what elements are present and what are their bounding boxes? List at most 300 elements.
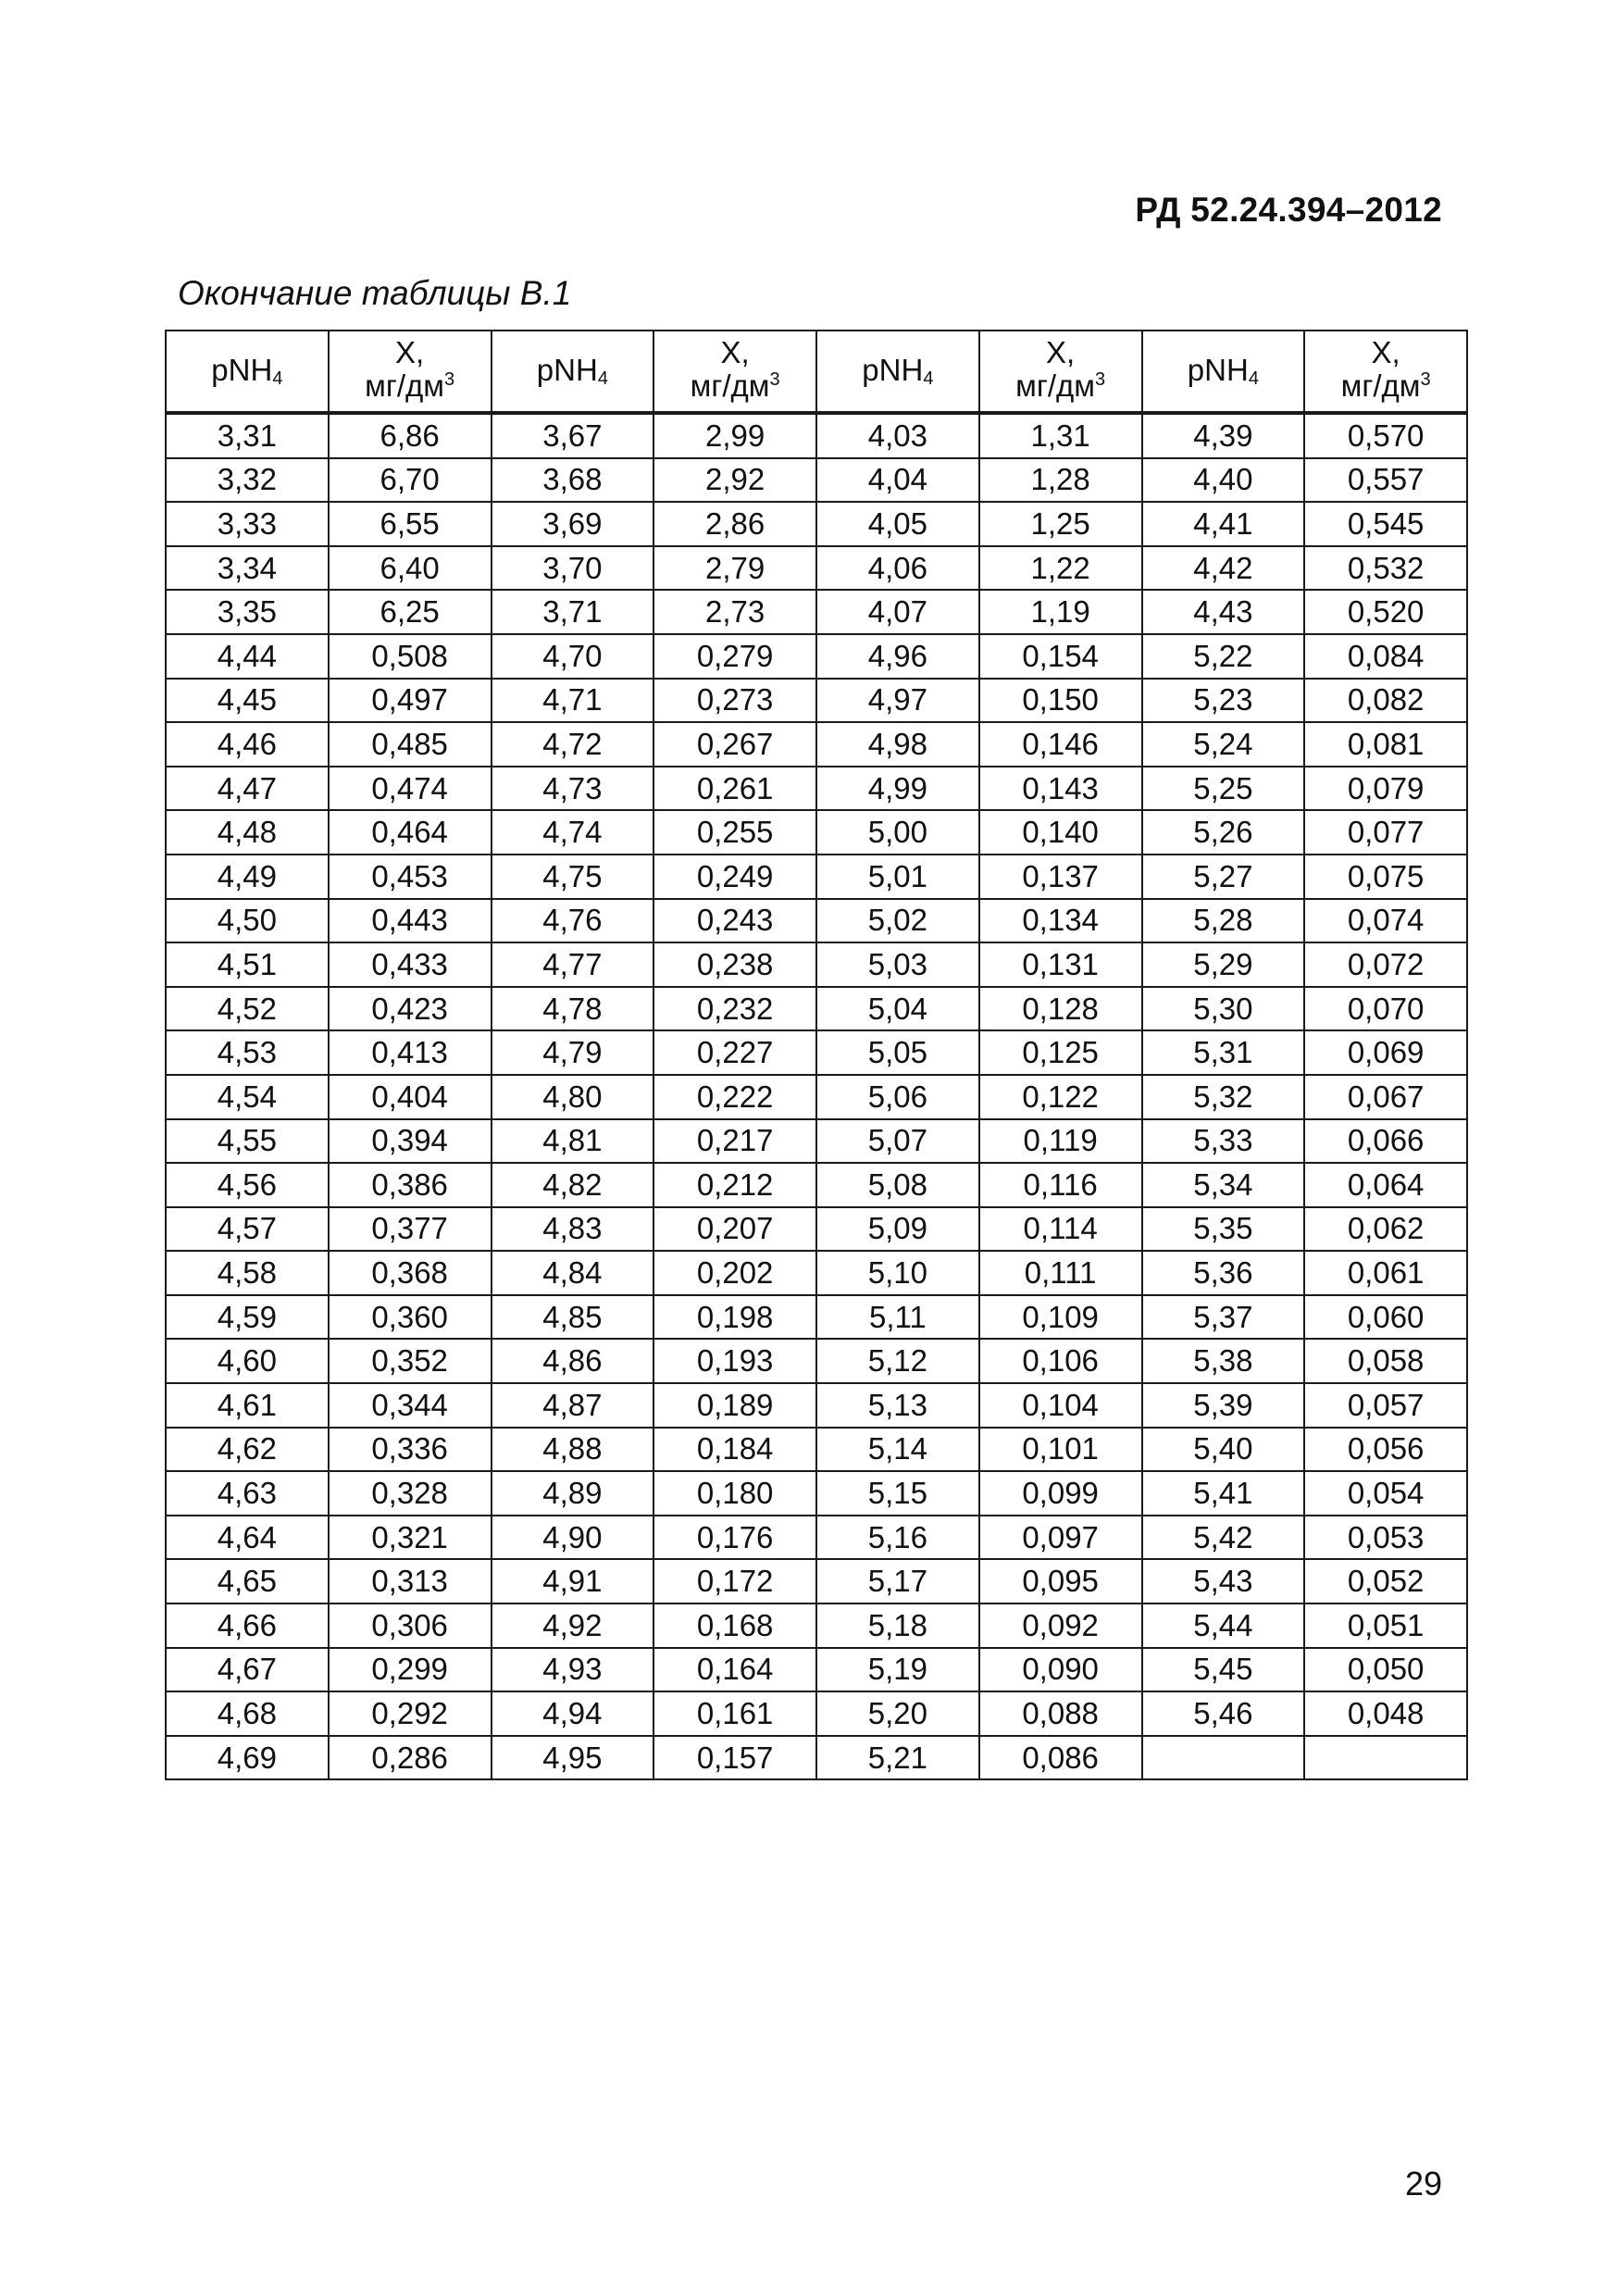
page-number: 29 (1404, 2165, 1442, 2202)
concentration-cell: 0,084 (1304, 634, 1467, 679)
concentration-cell: 1,31 (979, 413, 1142, 458)
concentration-cell: 0,172 (653, 1559, 816, 1603)
concentration-cell: 0,352 (329, 1339, 492, 1383)
pnh4-cell: 5,00 (816, 810, 979, 855)
pnh4-cell: 5,40 (1142, 1428, 1305, 1472)
concentration-cell: 0,386 (329, 1163, 492, 1207)
pnh4-cell: 4,52 (166, 987, 329, 1031)
table-row (166, 590, 1467, 634)
concentration-cell: 0,131 (979, 942, 1142, 987)
concentration-cell: 0,088 (979, 1691, 1142, 1736)
concentration-cell: 1,19 (979, 590, 1142, 634)
pnh4-cell: 4,73 (492, 767, 654, 811)
header-base-text: pNH (862, 352, 924, 387)
pnh4-cell: 4,83 (492, 1207, 654, 1252)
concentration-cell: 0,168 (653, 1603, 816, 1648)
pnh4-cell: 5,06 (816, 1075, 979, 1119)
concentration-cell: 0,060 (1304, 1295, 1467, 1340)
pnh4-cell: 4,71 (492, 679, 654, 723)
pnh4-cell: 4,80 (492, 1075, 654, 1119)
table-row (166, 1691, 1467, 1736)
pnh4-cell: 5,25 (1142, 767, 1305, 811)
pnh4-cell: 5,26 (1142, 810, 1305, 855)
table-row (166, 1471, 1467, 1516)
pnh4-cell: 4,49 (166, 855, 329, 899)
pnh4-cell: 4,63 (166, 1471, 329, 1516)
pnh4-cell: 4,53 (166, 1030, 329, 1075)
pnh4-cell: 4,94 (492, 1691, 654, 1736)
pnh4-cell: 5,20 (816, 1691, 979, 1736)
pnh4-cell: 5,38 (1142, 1339, 1305, 1383)
pnh4-cell: 4,69 (166, 1736, 329, 1780)
pnh4-cell: 4,60 (166, 1339, 329, 1383)
concentration-cell: 2,92 (653, 458, 816, 503)
concentration-cell: 0,164 (653, 1648, 816, 1692)
table-row (166, 942, 1467, 987)
pnh4-cell: 5,05 (816, 1030, 979, 1075)
concentration-cell: 0,106 (979, 1339, 1142, 1383)
pnh4-cell: 4,93 (492, 1648, 654, 1692)
concentration-cell: 0,122 (979, 1075, 1142, 1119)
table-header (166, 331, 1467, 413)
concentration-cell: 1,25 (979, 502, 1142, 546)
pnh4-cell: 3,68 (492, 458, 654, 503)
pnh4-cell: 5,10 (816, 1251, 979, 1295)
concentration-cell: 0,321 (329, 1516, 492, 1560)
header-subscript: 4 (597, 368, 608, 389)
concentration-cell: 0,056 (1304, 1428, 1467, 1472)
header-unit-text: мг/дм (690, 368, 770, 403)
concentration-cell: 0,207 (653, 1207, 816, 1252)
concentration-cell: 0,116 (979, 1163, 1142, 1207)
pnh4-cell: 5,01 (816, 855, 979, 899)
table-row (166, 1075, 1467, 1119)
pnh4-cell: 3,31 (166, 413, 329, 458)
header-subscript: 4 (272, 368, 283, 389)
table-row (166, 634, 1467, 679)
pnh4-cell: 4,77 (492, 942, 654, 987)
pnh4-cell: 5,45 (1142, 1648, 1305, 1692)
pnh4-cell: 3,69 (492, 502, 654, 546)
concentration-cell: 0,306 (329, 1603, 492, 1648)
column-header-concentration (329, 331, 492, 413)
table-caption: Окончание таблицы В.1 (178, 274, 572, 312)
concentration-cell: 0,423 (329, 987, 492, 1031)
concentration-cell: 0,143 (979, 767, 1142, 811)
header-line-1: X, (720, 334, 750, 369)
concentration-cell: 0,140 (979, 810, 1142, 855)
table-row (166, 458, 1467, 503)
concentration-cell: 0,336 (329, 1428, 492, 1472)
concentration-cell: 0,176 (653, 1516, 816, 1560)
pnh4-cell: 5,08 (816, 1163, 979, 1207)
header-line-2 (330, 369, 491, 407)
pnh4-cell: 5,22 (1142, 634, 1305, 679)
table-body (166, 413, 1467, 1779)
column-header-pnh4 (492, 331, 654, 413)
concentration-cell: 0,061 (1304, 1251, 1467, 1295)
pnh4-cell: 4,90 (492, 1516, 654, 1560)
pnh4-cell: 4,06 (816, 546, 979, 591)
pnh4-cell: 5,09 (816, 1207, 979, 1252)
pnh4-cell: 4,92 (492, 1603, 654, 1648)
header-superscript: 3 (1094, 368, 1106, 390)
concentration-cell: 0,344 (329, 1383, 492, 1428)
pnh4-cell: 5,41 (1142, 1471, 1305, 1516)
pnh4-cell: 3,34 (166, 546, 329, 591)
header-base-text: pNH (1187, 352, 1249, 387)
pnh4-cell: 4,98 (816, 722, 979, 767)
pnh4-cell: 5,43 (1142, 1559, 1305, 1603)
concentration-cell: 0,104 (979, 1383, 1142, 1428)
concentration-cell: 0,217 (653, 1119, 816, 1164)
concentration-cell: 0,198 (653, 1295, 816, 1340)
pnh4-cell: 5,34 (1142, 1163, 1305, 1207)
pnh4-cell: 5,04 (816, 987, 979, 1031)
concentration-cell: 1,28 (979, 458, 1142, 503)
pnh4-cell: 4,62 (166, 1428, 329, 1472)
concentration-cell: 6,40 (329, 546, 492, 591)
pnh4-cell: 4,48 (166, 810, 329, 855)
concentration-cell: 0,453 (329, 855, 492, 899)
concentration-cell: 0,328 (329, 1471, 492, 1516)
concentration-cell: 0,119 (979, 1119, 1142, 1164)
pnh4-cell: 5,30 (1142, 987, 1305, 1031)
concentration-cell: 0,227 (653, 1030, 816, 1075)
concentration-cell: 0,299 (329, 1648, 492, 1692)
concentration-cell: 2,86 (653, 502, 816, 546)
concentration-cell: 0,134 (979, 899, 1142, 943)
concentration-cell: 0,050 (1304, 1648, 1467, 1692)
concentration-cell: 0,267 (653, 722, 816, 767)
concentration-cell: 0,057 (1304, 1383, 1467, 1428)
concentration-cell: 0,249 (653, 855, 816, 899)
pnh4-cell: 5,02 (816, 899, 979, 943)
header-line-1: X, (1371, 334, 1400, 369)
pnh4-cell: 4,51 (166, 942, 329, 987)
concentration-cell: 0,064 (1304, 1163, 1467, 1207)
pnh4-cell: 4,88 (492, 1428, 654, 1472)
concentration-cell: 0,048 (1304, 1691, 1467, 1736)
pnh4-cell: 4,86 (492, 1339, 654, 1383)
column-header-concentration (1304, 331, 1467, 413)
concentration-cell: 1,22 (979, 546, 1142, 591)
pnh4-cell: 4,67 (166, 1648, 329, 1692)
pnh4-cell: 5,15 (816, 1471, 979, 1516)
header-line-2 (980, 369, 1141, 407)
concentration-cell: 2,73 (653, 590, 816, 634)
concentration-cell: 0,261 (653, 767, 816, 811)
pnh4-cell (1142, 1736, 1305, 1780)
header-superscript: 3 (1420, 368, 1431, 390)
header-line-1: X, (1046, 334, 1076, 369)
concentration-cell: 0,161 (653, 1691, 816, 1736)
concentration-cell: 0,058 (1304, 1339, 1467, 1383)
pnh4-cell: 4,43 (1142, 590, 1305, 634)
table-row (166, 1428, 1467, 1472)
table-row (166, 1648, 1467, 1692)
pnh4-cell: 3,67 (492, 413, 654, 458)
concentration-cell: 0,464 (329, 810, 492, 855)
concentration-cell: 0,243 (653, 899, 816, 943)
table-row (166, 1516, 1467, 1560)
pnh4-cell: 4,75 (492, 855, 654, 899)
table-row (166, 810, 1467, 855)
pnh4-cell: 4,74 (492, 810, 654, 855)
pnh4-cell: 4,96 (816, 634, 979, 679)
pnh4-cell: 3,71 (492, 590, 654, 634)
concentration-cell: 0,137 (979, 855, 1142, 899)
table-row (166, 987, 1467, 1031)
concentration-cell: 0,086 (979, 1736, 1142, 1780)
pnh4-cell: 4,78 (492, 987, 654, 1031)
pnh4-cell: 4,66 (166, 1603, 329, 1648)
pnh4-cell: 4,39 (1142, 413, 1305, 458)
concentration-cell: 0,092 (979, 1603, 1142, 1648)
table-row (166, 767, 1467, 811)
header-line-1: X, (395, 334, 425, 369)
pnh4-cell: 4,97 (816, 679, 979, 723)
table-row (166, 1251, 1467, 1295)
table-row (166, 1339, 1467, 1383)
table-row (166, 1603, 1467, 1648)
pnh4-cell: 4,87 (492, 1383, 654, 1428)
pnh4-cell: 3,35 (166, 590, 329, 634)
concentration-cell: 0,079 (1304, 767, 1467, 811)
pnh4-cell: 4,95 (492, 1736, 654, 1780)
pnh4-cell: 5,44 (1142, 1603, 1305, 1648)
concentration-cell: 0,051 (1304, 1603, 1467, 1648)
concentration-cell: 0,184 (653, 1428, 816, 1472)
pnh4-cell: 5,16 (816, 1516, 979, 1560)
concentration-cell: 0,443 (329, 899, 492, 943)
concentration-cell: 0,054 (1304, 1471, 1467, 1516)
header-unit-text: мг/дм (1015, 368, 1095, 403)
concentration-cell: 0,377 (329, 1207, 492, 1252)
header-subscript: 4 (1248, 368, 1259, 389)
header-line-2 (654, 369, 815, 407)
concentration-cell: 0,532 (1304, 546, 1467, 591)
concentration-cell: 0,109 (979, 1295, 1142, 1340)
pnh4-cell: 4,03 (816, 413, 979, 458)
table-row (166, 1295, 1467, 1340)
pnh4-cell: 4,99 (816, 767, 979, 811)
pnh4-cell: 5,37 (1142, 1295, 1305, 1340)
table-row (166, 502, 1467, 546)
column-header-pnh4 (816, 331, 979, 413)
pnh4-cell: 5,27 (1142, 855, 1305, 899)
concentration-cell: 0,238 (653, 942, 816, 987)
pnh4-cell: 5,39 (1142, 1383, 1305, 1428)
concentration-cell: 0,545 (1304, 502, 1467, 546)
column-header-concentration (653, 331, 816, 413)
concentration-cell: 0,150 (979, 679, 1142, 723)
table-row (166, 855, 1467, 899)
concentration-cell: 6,86 (329, 413, 492, 458)
concentration-cell: 0,255 (653, 810, 816, 855)
pnh4-cell: 4,56 (166, 1163, 329, 1207)
pnh4-cell: 4,50 (166, 899, 329, 943)
concentration-cell: 0,193 (653, 1339, 816, 1383)
pnh4-cell: 4,76 (492, 899, 654, 943)
pnh4-cell: 3,33 (166, 502, 329, 546)
concentration-cell: 0,232 (653, 987, 816, 1031)
pnh4-cell: 5,35 (1142, 1207, 1305, 1252)
concentration-cell: 0,154 (979, 634, 1142, 679)
concentration-table (165, 330, 1468, 1780)
concentration-cell: 0,433 (329, 942, 492, 987)
pnh4-cell: 5,03 (816, 942, 979, 987)
concentration-cell: 0,360 (329, 1295, 492, 1340)
concentration-cell: 0,090 (979, 1648, 1142, 1692)
column-header-pnh4 (1142, 331, 1305, 413)
pnh4-cell: 5,21 (816, 1736, 979, 1780)
header-subscript: 4 (923, 368, 934, 389)
concentration-cell: 0,508 (329, 634, 492, 679)
concentration-cell: 0,202 (653, 1251, 816, 1295)
concentration-cell: 0,394 (329, 1119, 492, 1164)
pnh4-cell: 5,24 (1142, 722, 1305, 767)
pnh4-cell: 4,61 (166, 1383, 329, 1428)
concentration-cell: 6,70 (329, 458, 492, 503)
table-row (166, 679, 1467, 723)
pnh4-cell: 4,59 (166, 1295, 329, 1340)
column-header-concentration (979, 331, 1142, 413)
pnh4-cell: 4,46 (166, 722, 329, 767)
table-row (166, 413, 1467, 458)
concentration-cell: 0,067 (1304, 1075, 1467, 1119)
pnh4-cell: 5,17 (816, 1559, 979, 1603)
concentration-cell: 0,081 (1304, 722, 1467, 767)
header-line-2 (1305, 369, 1466, 407)
pnh4-cell: 4,47 (166, 767, 329, 811)
pnh4-cell: 4,42 (1142, 546, 1305, 591)
pnh4-cell: 4,05 (816, 502, 979, 546)
concentration-cell: 0,273 (653, 679, 816, 723)
table-row (166, 722, 1467, 767)
pnh4-cell: 4,07 (816, 590, 979, 634)
pnh4-cell: 5,36 (1142, 1251, 1305, 1295)
concentration-cell: 0,286 (329, 1736, 492, 1780)
concentration-cell: 0,222 (653, 1075, 816, 1119)
concentration-cell: 0,066 (1304, 1119, 1467, 1164)
concentration-cell: 2,99 (653, 413, 816, 458)
pnh4-cell: 4,04 (816, 458, 979, 503)
concentration-cell: 0,075 (1304, 855, 1467, 899)
pnh4-cell: 5,18 (816, 1603, 979, 1648)
pnh4-cell: 5,14 (816, 1428, 979, 1472)
pnh4-cell: 4,57 (166, 1207, 329, 1252)
concentration-cell: 0,099 (979, 1471, 1142, 1516)
table-row (166, 1207, 1467, 1252)
pnh4-cell: 4,85 (492, 1295, 654, 1340)
concentration-cell: 0,557 (1304, 458, 1467, 503)
pnh4-cell: 5,32 (1142, 1075, 1305, 1119)
pnh4-cell: 5,19 (816, 1648, 979, 1692)
concentration-cell (1304, 1736, 1467, 1780)
concentration-cell: 0,180 (653, 1471, 816, 1516)
table-row (166, 546, 1467, 591)
pnh4-cell: 3,32 (166, 458, 329, 503)
header-base-text: pNH (536, 352, 598, 387)
pnh4-cell: 5,11 (816, 1295, 979, 1340)
pnh4-cell: 4,91 (492, 1559, 654, 1603)
pnh4-cell: 5,12 (816, 1339, 979, 1383)
pnh4-cell: 4,64 (166, 1516, 329, 1560)
header-base-text: pNH (211, 352, 273, 387)
pnh4-cell: 5,31 (1142, 1030, 1305, 1075)
concentration-cell: 2,79 (653, 546, 816, 591)
pnh4-cell: 3,70 (492, 546, 654, 591)
pnh4-cell: 4,72 (492, 722, 654, 767)
concentration-cell: 0,062 (1304, 1207, 1467, 1252)
pnh4-cell: 4,81 (492, 1119, 654, 1164)
concentration-cell: 0,292 (329, 1691, 492, 1736)
concentration-cell: 0,313 (329, 1559, 492, 1603)
table-row (166, 1383, 1467, 1428)
concentration-cell: 0,069 (1304, 1030, 1467, 1075)
concentration-cell: 0,570 (1304, 413, 1467, 458)
pnh4-cell: 5,23 (1142, 679, 1305, 723)
pnh4-cell: 4,41 (1142, 502, 1305, 546)
pnh4-cell: 4,84 (492, 1251, 654, 1295)
concentration-cell: 0,404 (329, 1075, 492, 1119)
pnh4-cell: 5,13 (816, 1383, 979, 1428)
document-code: РД 52.24.394–2012 (1135, 191, 1442, 229)
concentration-cell: 0,157 (653, 1736, 816, 1780)
concentration-cell: 0,082 (1304, 679, 1467, 723)
pnh4-cell: 4,44 (166, 634, 329, 679)
table-row (166, 1119, 1467, 1164)
header-unit-text: мг/дм (1340, 368, 1421, 403)
concentration-cell: 0,368 (329, 1251, 492, 1295)
concentration-cell: 0,128 (979, 987, 1142, 1031)
concentration-cell: 0,474 (329, 767, 492, 811)
header-unit-text: мг/дм (365, 368, 444, 403)
header-superscript: 3 (769, 368, 780, 390)
concentration-cell: 0,052 (1304, 1559, 1467, 1603)
header-superscript: 3 (443, 368, 455, 390)
concentration-cell: 0,111 (979, 1251, 1142, 1295)
concentration-cell: 0,189 (653, 1383, 816, 1428)
pnh4-cell: 4,65 (166, 1559, 329, 1603)
pnh4-cell: 4,68 (166, 1691, 329, 1736)
concentration-cell: 0,101 (979, 1428, 1142, 1472)
concentration-cell: 0,212 (653, 1163, 816, 1207)
pnh4-cell: 4,70 (492, 634, 654, 679)
concentration-cell: 0,095 (979, 1559, 1142, 1603)
concentration-cell: 0,520 (1304, 590, 1467, 634)
concentration-cell: 0,077 (1304, 810, 1467, 855)
concentration-cell: 0,413 (329, 1030, 492, 1075)
table-row (166, 1163, 1467, 1207)
pnh4-cell: 4,54 (166, 1075, 329, 1119)
table-row (166, 1559, 1467, 1603)
table-header-row (166, 331, 1467, 413)
table-row (166, 1736, 1467, 1780)
pnh4-cell: 5,29 (1142, 942, 1305, 987)
concentration-cell: 6,25 (329, 590, 492, 634)
table-row (166, 899, 1467, 943)
concentration-cell: 0,074 (1304, 899, 1467, 943)
concentration-cell: 0,146 (979, 722, 1142, 767)
concentration-cell: 0,072 (1304, 942, 1467, 987)
concentration-cell: 6,55 (329, 502, 492, 546)
pnh4-cell: 5,07 (816, 1119, 979, 1164)
concentration-cell: 0,125 (979, 1030, 1142, 1075)
concentration-cell: 0,497 (329, 679, 492, 723)
pnh4-cell: 4,89 (492, 1471, 654, 1516)
